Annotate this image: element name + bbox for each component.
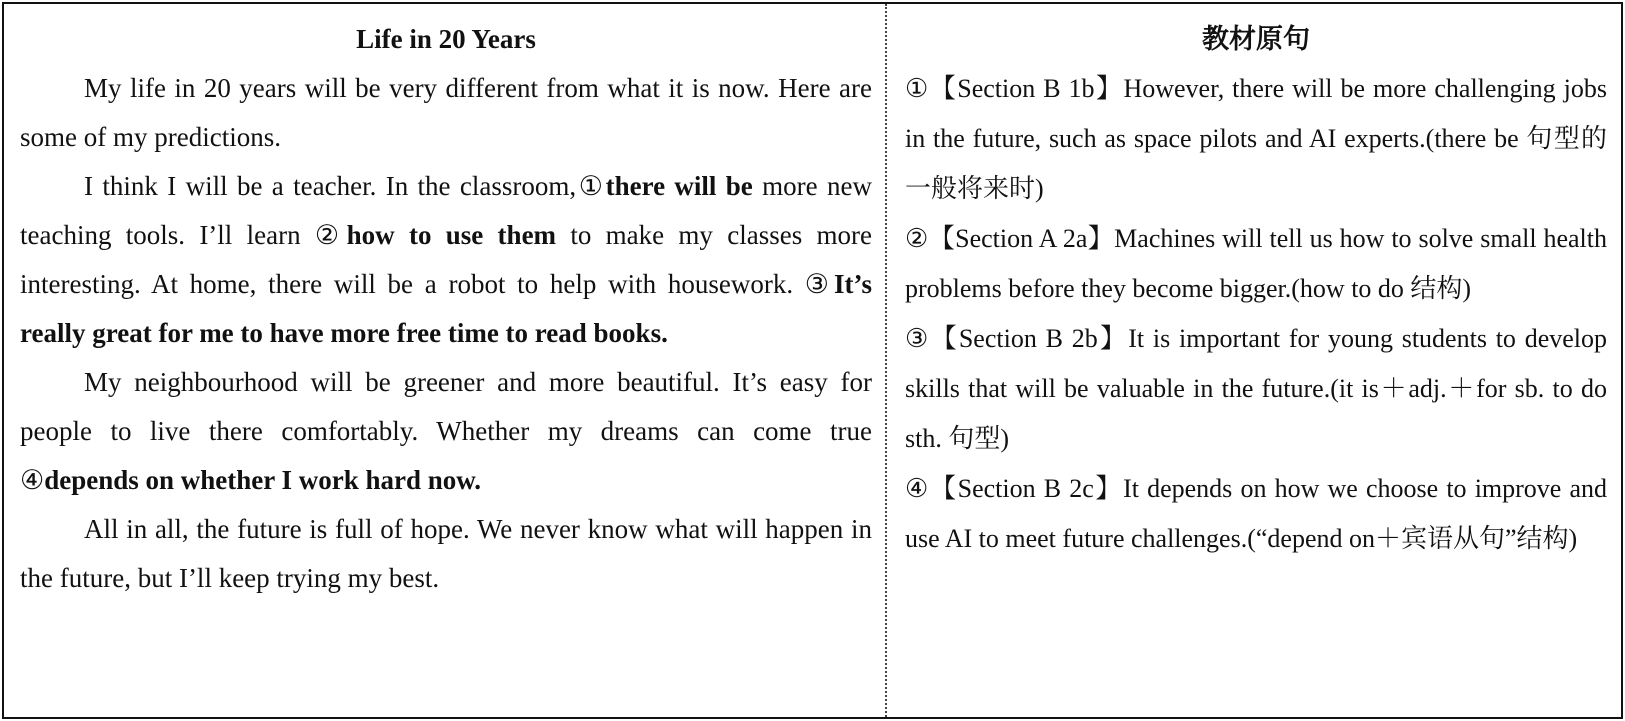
essay-column <box>20 14 872 603</box>
source-note-2: (how to do 结构) <box>1291 274 1472 303</box>
highlight-1: there will be <box>605 171 753 201</box>
highlight-4: depends on whether I work hard now. <box>44 465 482 495</box>
essay-paragraph-3 <box>20 358 872 505</box>
essay-p1-text: My life in 20 years will be very different from what it is now. Here are some of my predictions. <box>20 73 872 152</box>
marker-2: ② <box>314 220 347 250</box>
source-section-3: 【Section B 2b】 <box>930 324 1129 353</box>
essay-p2-text-a: I think I will be a teacher. In the classroom, <box>84 171 577 201</box>
essay-paragraph-2 <box>20 162 872 358</box>
source-text-4: It depends on how we choose to improve and use AI to meet future challenges. <box>905 474 1608 553</box>
essay-paragraph-1 <box>20 64 872 162</box>
marker-1: ① <box>576 171 606 201</box>
source-text-3: It is important for young students to develop skills that will be valuable in the future. <box>905 324 1607 403</box>
essay-p2-text-c: to make my classes more interesting. At home, there will be a robot to help with housework. <box>20 220 872 299</box>
source-section-1: 【Section B 1b】 <box>929 74 1124 103</box>
essay-p3-text: My neighbourhood will be greener and more beautiful. It’s easy for people to live there comfortably. Whether my dreams can come true <box>20 367 872 446</box>
essay-paragraph-4 <box>20 505 872 603</box>
source-marker-1: ① <box>905 74 930 103</box>
marker-4: ④ <box>20 465 45 495</box>
source-item-4 <box>905 464 1607 564</box>
source-note-1: (there be 句型的一般将来时) <box>905 124 1608 203</box>
essay-title: Life in 20 Years <box>356 24 536 54</box>
marker-3: ③ <box>804 269 834 299</box>
source-marker-3: ③ <box>905 324 931 353</box>
sources-title: 教材原句 <box>1202 24 1310 54</box>
source-text-1: However, there will be more challenging jobs in the future, such as space pilots and AI experts. <box>905 74 1607 153</box>
highlight-2: how to use them <box>346 220 557 250</box>
source-marker-4: ④ <box>905 474 930 503</box>
column-divider <box>885 4 887 717</box>
source-text-2: Machines will tell us how to solve small health problems before they become bigger. <box>905 224 1607 303</box>
source-item-3 <box>905 314 1607 464</box>
source-marker-2: ② <box>905 224 929 253</box>
source-item-2 <box>905 214 1607 314</box>
essay-p4-text: All in all, the future is full of hope. We never know what will happen in the future, but I’ll keep trying my best. <box>20 514 872 593</box>
sources-column <box>905 14 1607 564</box>
source-note-3: (it is＋adj.＋for sb. to do sth. 句型) <box>905 374 1607 453</box>
source-section-4: 【Section B 2c】 <box>929 474 1124 503</box>
essay-p2-text-b: more new teaching tools. I’ll learn <box>20 171 872 250</box>
highlight-3: It’s really great for me to have more free time to read books. <box>20 269 872 348</box>
source-section-2: 【Section A 2a】 <box>928 224 1115 253</box>
source-item-1 <box>905 64 1607 214</box>
source-note-4: (“depend on＋宾语从句”结构) <box>1247 524 1578 553</box>
